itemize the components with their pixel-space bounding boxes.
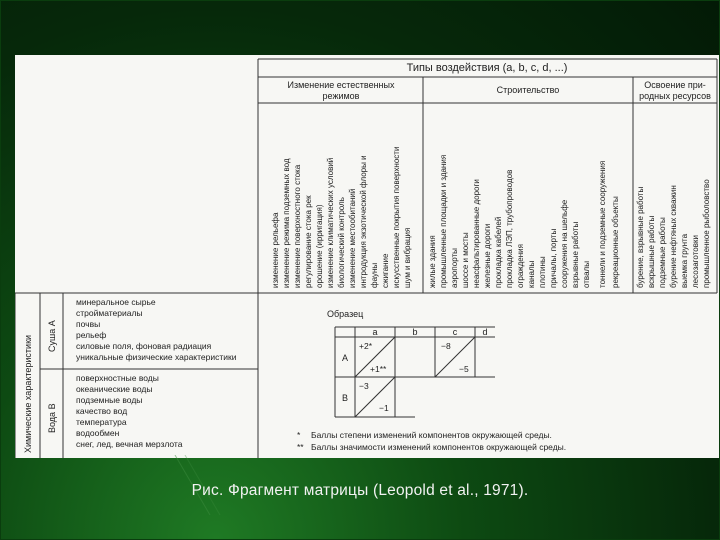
column-labels-natural — [271, 147, 412, 288]
sample-col-c: c — [452, 327, 458, 337]
row-label: океанические воды — [76, 384, 153, 394]
col-label: интродукция экзотической флоры и — [359, 155, 368, 288]
row-label: водообмен — [76, 428, 120, 438]
sample-cell-a-magnitude: +2* — [359, 341, 372, 351]
col-label: изменение поверхностного стока — [293, 164, 302, 288]
col-label: аэропорты — [450, 248, 459, 288]
row-label: рельеф — [76, 330, 107, 340]
col-label: прокладка ЛЭП, трубопроводов — [505, 169, 514, 288]
sample-col-a: a — [372, 327, 378, 337]
group-header-resources: Освоение при- — [644, 80, 706, 90]
col-label: изменение рельефа — [271, 212, 280, 288]
col-label: каналы — [527, 260, 536, 288]
col-label: регулирование стока рек — [304, 195, 313, 288]
sample-col-d: d — [482, 327, 488, 337]
col-label: изменение климатических условий — [326, 157, 335, 288]
sample-cell-b-magnitude: −3 — [359, 381, 369, 391]
row-label: температура — [76, 417, 127, 427]
row-labels-land — [76, 297, 237, 362]
col-label: тоннели и подземные сооружения — [598, 160, 607, 288]
row-label: минеральное сырье — [76, 297, 156, 307]
col-label: бурение нефтяных скважин — [669, 185, 678, 288]
column-labels-construction — [428, 155, 620, 288]
col-label: орошение (ирригация) — [315, 204, 324, 288]
column-labels-resources — [636, 179, 711, 288]
col-label: ограждения — [516, 244, 525, 288]
matrix-scan — [15, 55, 719, 458]
group-header-natural-regimes: Изменение естественных — [287, 80, 395, 90]
col-label: железные дороги — [483, 223, 492, 288]
group-header-resources-line2: родных ресурсов — [639, 91, 711, 101]
col-label: шоссе и мосты — [461, 232, 470, 288]
col-label: промышленное рыболовство — [702, 179, 711, 288]
row-label: стройматериалы — [76, 308, 143, 318]
col-label: изменение местообитаний — [348, 188, 357, 288]
footnote-text: Баллы степени изменений компонентов окружающей среды. — [311, 430, 552, 440]
col-label: причалы, порты — [549, 228, 558, 288]
col-label: промышленные площадки и здания — [439, 154, 448, 288]
col-label: изменение режима подземных вод — [282, 158, 291, 288]
col-label: подземные работы — [658, 217, 667, 288]
section-label-water: Вода В — [47, 403, 57, 433]
matrix-figure — [15, 55, 719, 458]
figure-caption: Рис. Фрагмент матрицы (Leopold et al., 1971). — [191, 482, 529, 499]
sample-row-B: B — [341, 393, 349, 403]
col-label: выемка грунта — [680, 233, 689, 288]
section-label-land: Суша А — [47, 320, 57, 352]
row-label: почвы — [76, 319, 101, 329]
sample-cell-c-importance: −5 — [459, 364, 469, 374]
row-labels-water — [76, 373, 183, 449]
row-label: поверхностные воды — [76, 373, 159, 383]
col-label: сжигание — [381, 253, 390, 288]
sample-cell-c-magnitude: −8 — [441, 341, 451, 351]
matrix-title: Типы воздействия (a, b, c, d, ...) — [406, 62, 568, 74]
col-label: фауны — [370, 262, 379, 288]
side-header-chemical: Химические характеристики — [23, 334, 33, 453]
col-label: плотины — [538, 256, 547, 288]
col-label: рекреационные объекты — [611, 196, 620, 288]
col-label: отвалы — [582, 261, 591, 288]
group-header-construction: Строительство — [496, 85, 560, 95]
sample-title: Образец — [327, 309, 364, 319]
sample-row-A: A — [341, 353, 349, 363]
col-label: сооружения на шельфе — [560, 199, 569, 288]
col-label: биологический контроль — [337, 197, 346, 288]
col-label: бурение, взрывные работы — [636, 186, 645, 288]
sample-col-b: b — [412, 327, 418, 337]
row-label: уникальные физические характеристики — [76, 352, 237, 362]
col-label: неасфальтированные дороги — [472, 179, 481, 288]
col-label: жилые здания — [428, 235, 437, 288]
row-label: качество вод — [76, 406, 128, 416]
row-label: снег, лед, вечная мерзлота — [76, 439, 183, 449]
group-header-natural-regimes-line2: режимов — [322, 91, 360, 101]
footnote-mark: ** — [297, 442, 304, 452]
footnote-text: Баллы значимости изменений компонентов окружающей среды. — [311, 442, 567, 452]
col-label: шум и вибрация — [403, 227, 412, 288]
col-label: искусственные покрытия поверхности — [392, 146, 401, 288]
row-label: силовые поля, фоновая радиация — [76, 341, 212, 351]
footnote-mark: * — [297, 430, 301, 440]
col-label: лесозаготовки — [691, 235, 700, 288]
sample-cell-b-importance: −1 — [379, 403, 389, 413]
row-label: подземные воды — [76, 395, 143, 405]
col-label: прокладка кабелей — [494, 216, 503, 288]
col-label: взрывные работы — [571, 221, 580, 288]
col-label: вскрышные работы — [647, 215, 656, 288]
sample-cell-a-importance: +1** — [370, 364, 387, 374]
